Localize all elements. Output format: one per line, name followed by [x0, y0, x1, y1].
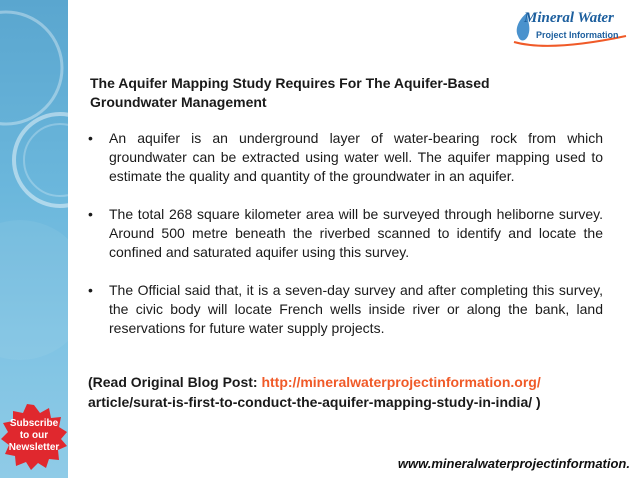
- source-path: article/surat-is-first-to-conduct-the-aquifer-mapping-study-in-india/ ): [88, 394, 541, 410]
- bullet-item: [87, 129, 603, 186]
- heading-line-2: Groundwater Management: [90, 94, 267, 110]
- bullet-text: The Official said that, it is a seven-day survey and after completing this survey, the civic body will locate French wells inside river or along the bank, land reservations for future water supply projects.: [109, 282, 603, 336]
- source-note: [88, 372, 628, 412]
- bullet-item: [87, 281, 603, 338]
- source-link[interactable]: http://mineralwaterprojectinformation.org/: [261, 374, 541, 390]
- footer-website-link[interactable]: www.mineralwaterprojectinformation.: [397, 456, 630, 471]
- logo-title: Mineral Water: [524, 10, 614, 26]
- bullet-marker: •: [88, 282, 93, 298]
- logo-subtitle: Project Information: [536, 30, 619, 40]
- slide-heading: [90, 74, 610, 112]
- bullet-list: [87, 129, 603, 357]
- bullet-marker: •: [88, 130, 93, 146]
- bullet-text: The total 268 square kilometer area will be surveyed through heliborne survey. Around 500 metre beneath the riverbed scanned to identify and locate the confined and saturated aquifer using this survey.: [109, 206, 603, 260]
- subscribe-text: [1, 418, 67, 454]
- subscribe-line-3: Newsletter: [8, 442, 60, 453]
- subscribe-line-2: to our: [19, 430, 49, 441]
- heading-line-1: The Aquifer Mapping Study Requires For The Aquifer-Based: [90, 75, 490, 91]
- source-prefix: (Read Original Blog Post:: [88, 374, 262, 390]
- brand-logo[interactable]: [510, 6, 632, 52]
- subscribe-line-1: Subscribe: [9, 418, 59, 429]
- bullet-marker: •: [88, 206, 93, 222]
- subscribe-badge[interactable]: [1, 404, 67, 470]
- bullet-text: An aquifer is an underground layer of water-bearing rock from which groundwater can be extracted using water well. The aquifer mapping used to estimate the quality and quantity of the groundwater in an aquifer.: [109, 130, 603, 184]
- bullet-item: [87, 205, 603, 262]
